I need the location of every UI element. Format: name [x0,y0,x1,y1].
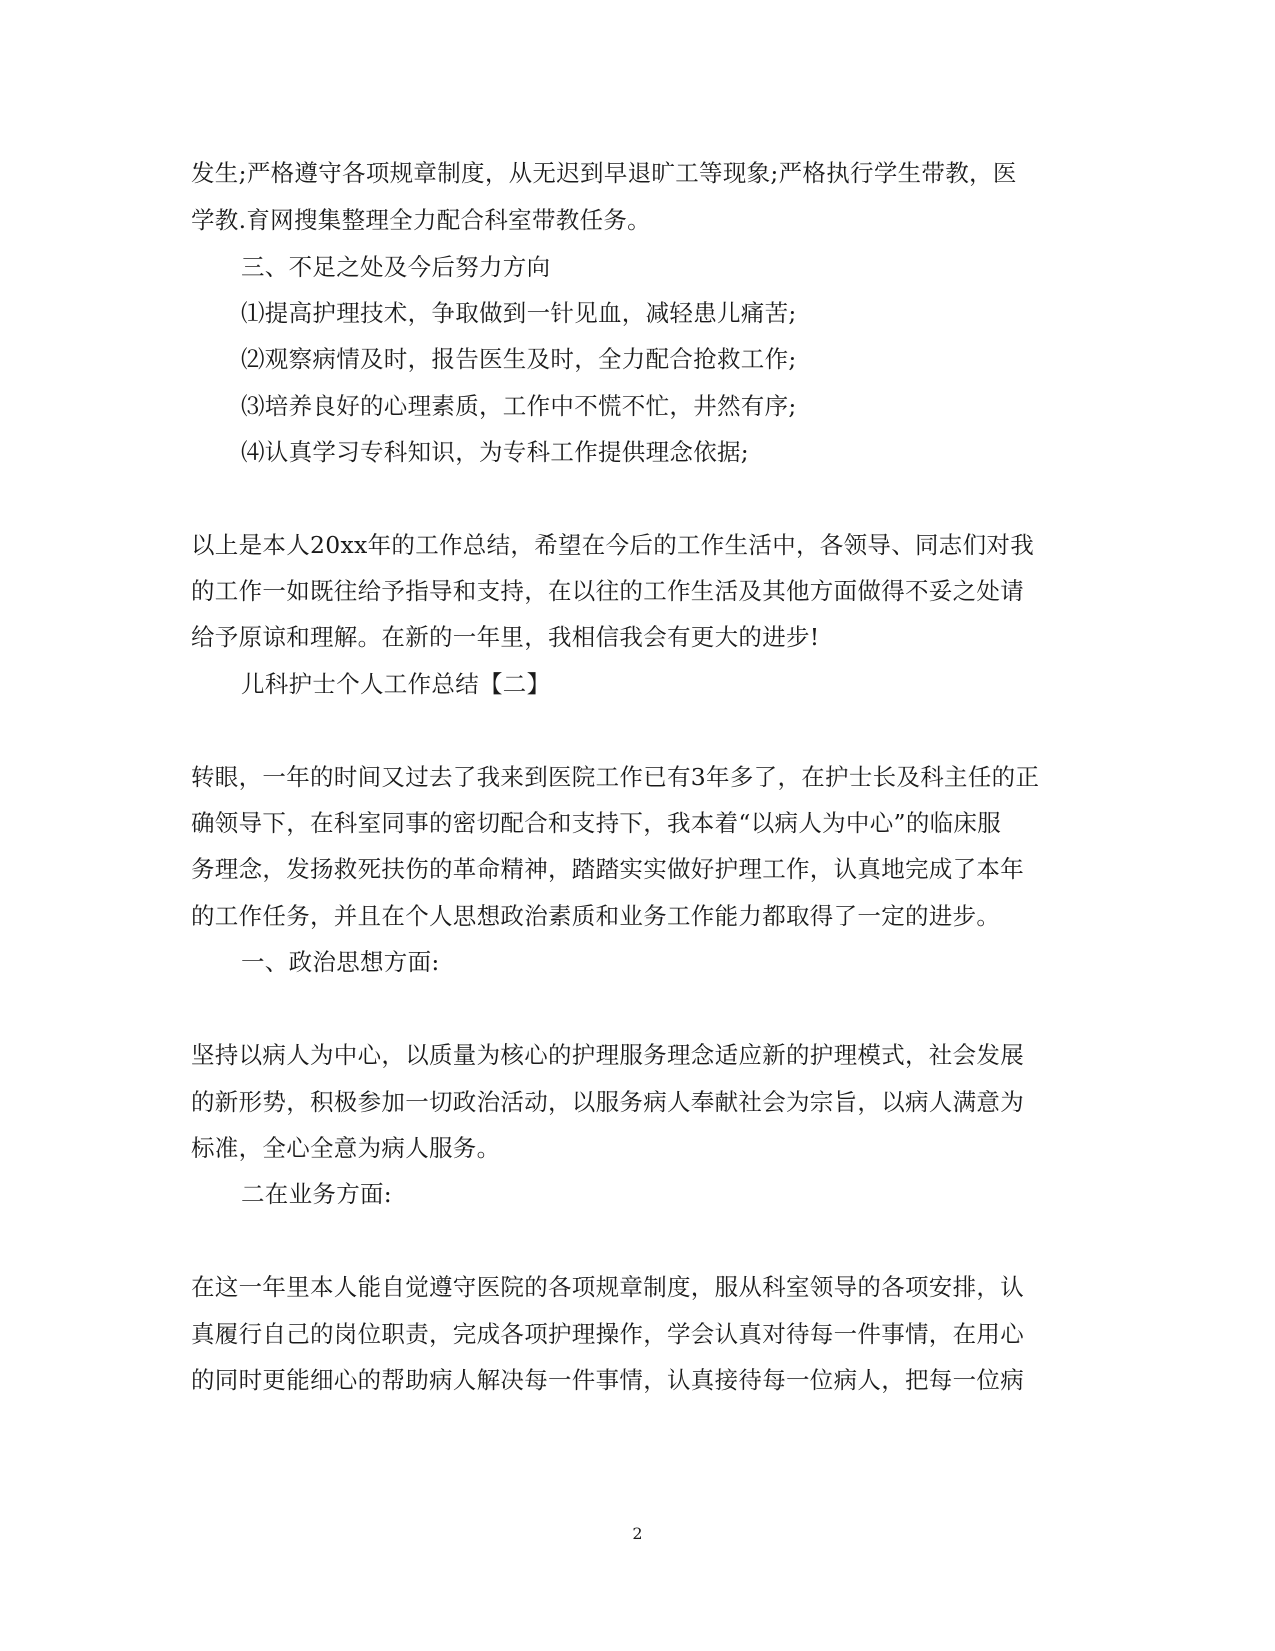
text-line: 学教.育网搜集整理全力配合科室带教任务。 [191,206,651,234]
text-line: 发生;严格遵守各项规章制度，从无迟到早退旷工等现象;严格执行学生带教，医 [191,159,1017,187]
text-line: 标准，全心全意为病人服务。 [191,1134,501,1162]
section-heading: 二在业务方面: [241,1180,393,1208]
text-line: 在这一年里本人能自觉遵守医院的各项规章制度，服从科室领导的各项安排，认 [191,1273,1024,1301]
text-line: 务理念，发扬救死扶伤的革命精神，踏踏实实做好护理工作，认真地完成了本年 [191,855,1024,883]
text-line: 真履行自己的岗位职责，完成各项护理操作，学会认真对待每一件事情，在用心 [191,1320,1024,1348]
text-line: 确领导下，在科室同事的密切配合和支持下，我本着“以病人为中心”的临床服 [191,809,1002,837]
section-heading: 一、政治思想方面: [241,948,440,976]
section-heading: 三、不足之处及今后努力方向 [241,253,551,281]
text-line: 的新形势，积极参加一切政治活动，以服务病人奉献社会为宗旨，以病人满意为 [191,1088,1024,1116]
page-number: 2 [632,1524,643,1543]
list-item: ⑷认真学习专科知识，为专科工作提供理念依据; [241,438,750,466]
list-item: ⑴提高护理技术，争取做到一针见血，减轻患儿痛苦; [241,299,797,327]
text-line: 的工作一如既往给予指导和支持，在以往的工作生活及其他方面做得不妥之处请 [191,577,1024,605]
section-heading: 儿科护士个人工作总结【二】 [241,670,551,698]
text-line: 的工作任务，并且在个人思想政治素质和业务工作能力都取得了一定的进步。 [191,902,1001,930]
text-line: 给予原谅和理解。在新的一年里，我相信我会有更大的进步! [191,623,820,651]
text-line: 转眼，一年的时间又过去了我来到医院工作已有3年多了，在护士长及科主任的正 [191,763,1040,791]
list-item: ⑵观察病情及时，报告医生及时，全力配合抢救工作; [241,345,797,373]
text-line: 坚持以病人为中心，以质量为核心的护理服务理念适应新的护理模式，社会发展 [191,1041,1024,1069]
text-line: 以上是本人20xx年的工作总结，希望在今后的工作生活中，各领导、同志们对我 [191,531,1035,559]
list-item: ⑶培养良好的心理素质，工作中不慌不忙，井然有序; [241,392,797,420]
text-line: 的同时更能细心的帮助病人解决每一件事情，认真接待每一位病人，把每一位病 [191,1366,1024,1394]
